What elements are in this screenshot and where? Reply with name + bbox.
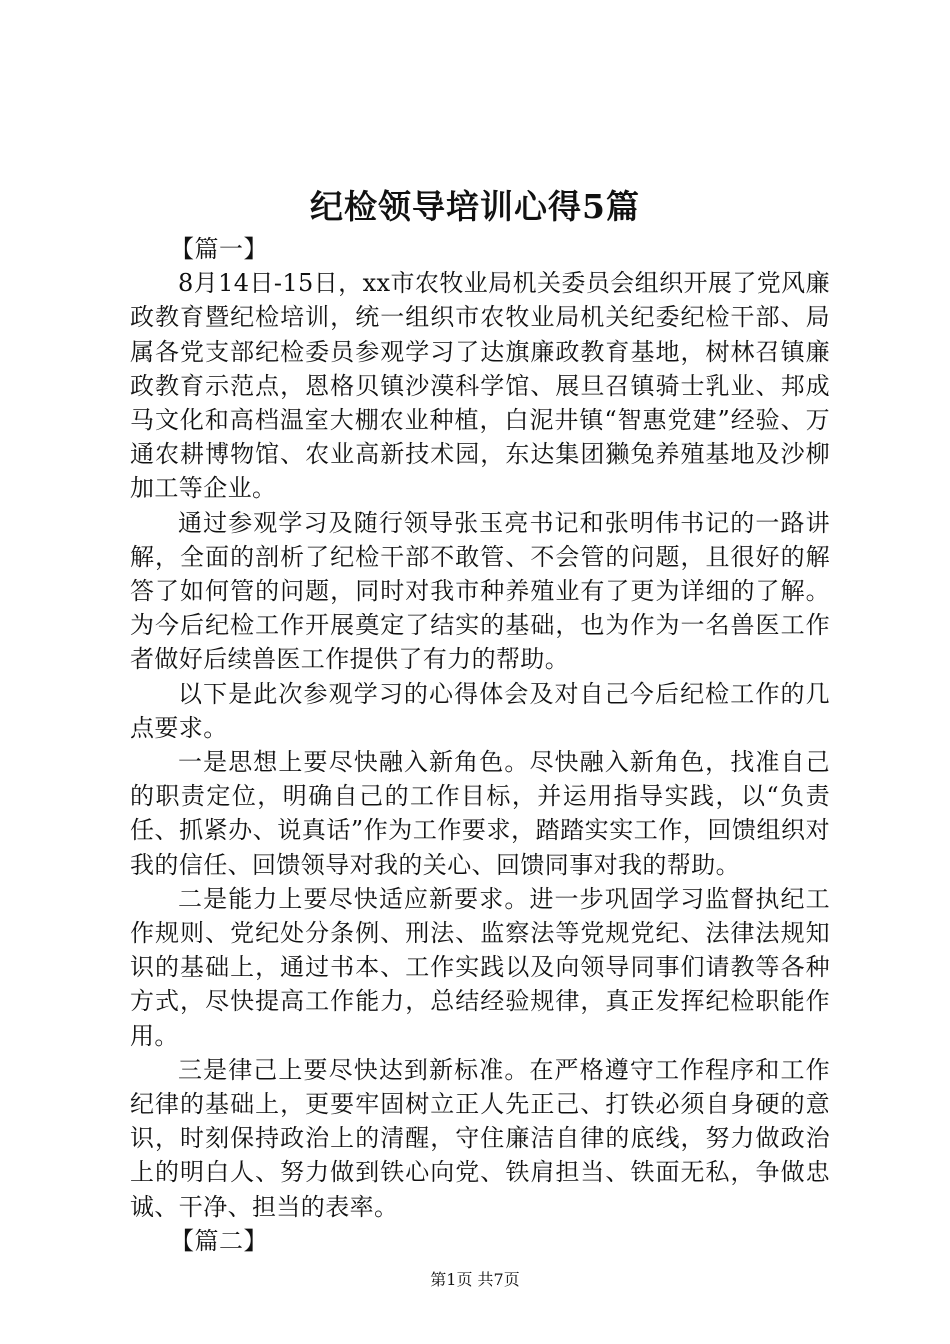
paragraph-2: 通过参观学习及随行领导张玉亮书记和张明伟书记的一路讲解，全面的剖析了纪检干部不敢管、不会管的问题，且很好的解答了如何管的问题，同时对我市种养殖业有了更为详细的了解。为今后纪检工作开展奠定了结实的基础，也为作为一名兽医工作者做好后续兽医工作提供了有力的帮助。 <box>130 508 830 674</box>
document-title: 纪检领导培训心得5篇 <box>310 187 640 226</box>
section-heading-2: 【篇二】 <box>170 1226 268 1255</box>
section-heading-1: 【篇一】 <box>170 235 268 263</box>
document-body <box>130 232 830 1258</box>
paragraph-5: 二是能力上要尽快适应新要求。进一步巩固学习监督执纪工作规则、党纪处分条例、刑法、监察法等党规党纪、法律法规知识的基础上，通过书本、工作实践以及向领导同事们请教等各种方式，尽快提高工作能力，总结经验规律，真正发挥纪检职能作用。 <box>130 884 830 1050</box>
paragraph-1: 8月14日-15日，xx市农牧业局机关委员会组织开展了党风廉政教育暨纪检培训，统一组织市农牧业局机关纪委纪检干部、局属各党支部纪检委员参观学习了达旗廉政教育基地，树林召镇廉政教育示范点，恩格贝镇沙漠科学馆、展旦召镇骑士乳业、邦成马文化和高档温室大棚农业种植，白泥井镇“智惠党建”经验、万通农耕博物馆、农业高新技术园，东达集团獭兔养殖基地及沙柳加工等企业。 <box>130 269 830 503</box>
paragraph-3: 以下是此次参观学习的心得体会及对自己今后纪检工作的几点要求。 <box>130 679 830 742</box>
paragraph-4: 一是思想上要尽快融入新角色。尽快融入新角色，找准自己的职责定位，明确自己的工作目标，并运用指导实践，以“负责任、抓紧办、说真话”作为工作要求，踏踏实实工作，回馈组织对我的信任、回馈领导对我的关心、回馈同事对我的帮助。 <box>130 748 830 879</box>
paragraph-6: 三是律己上要尽快达到新标准。在严格遵守工作程序和工作纪律的基础上，更要牢固树立正人先正己、打铁必须自身硬的意识，时刻保持政治上的清醒，守住廉洁自律的底线，努力做政治上的明白人、努力做到铁心向党、铁肩担当、铁面无私，争做忠诚、干净、担当的表率。 <box>130 1055 830 1221</box>
page-footer: 第1页 共7页 <box>430 1270 520 1289</box>
